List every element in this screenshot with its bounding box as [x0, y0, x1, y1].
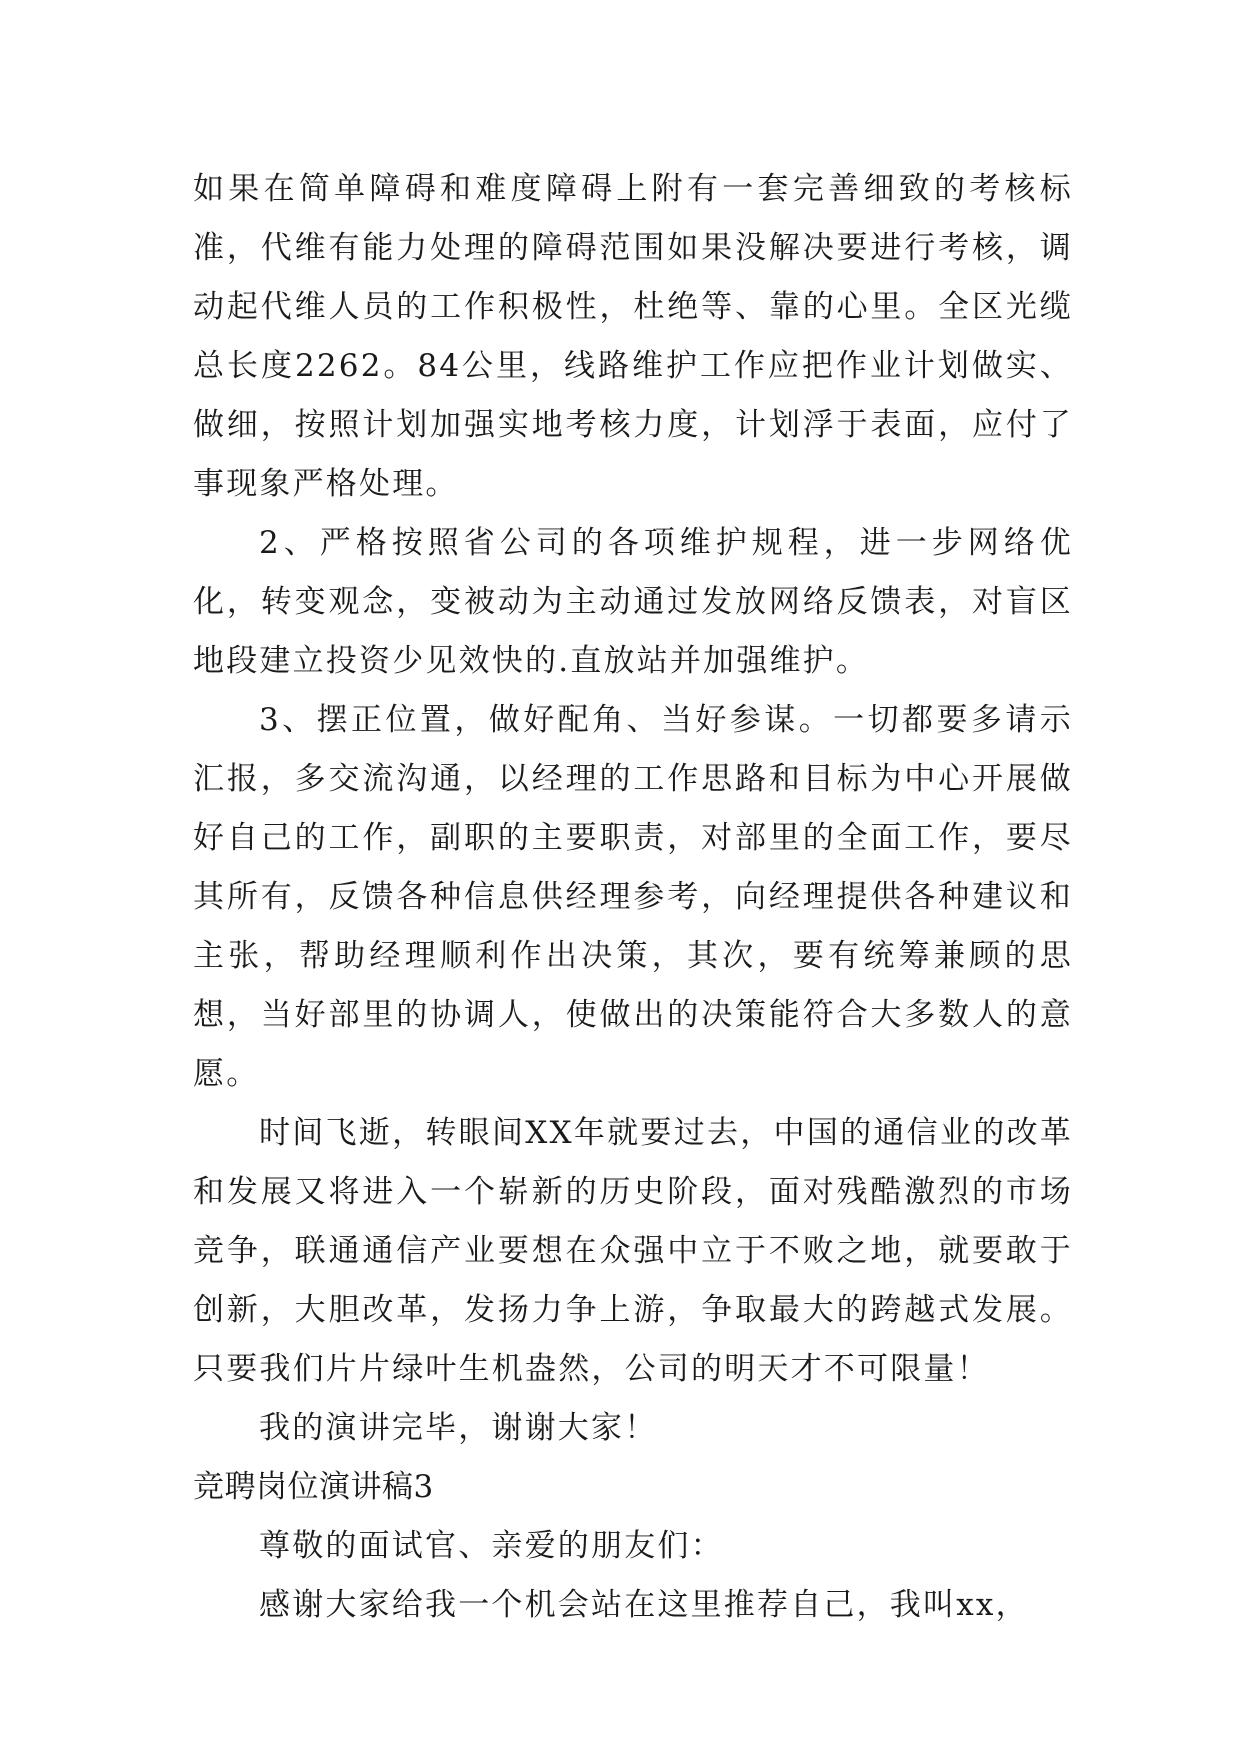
paragraph-thanks: 我的演讲完毕，谢谢大家！ [259, 1410, 658, 1446]
paragraph-assessment-standards: 如果在简单障碍和难度障碍上附有一套完善细致的考核标准，代维有能力处理的障碍范围如果没解决要进行考核，调动起代维人员的工作积极性，杜绝等、靠的心里。全区光缆总长度2262。84公里，线路维护工作应把作业计划做实、做细，按照计划加强实地考核力度，计划浮于表面，应付了事现象严格处理。 [193, 171, 1073, 502]
document-body [193, 160, 1073, 1635]
greeting-line: 尊敬的面试官、亲爱的朋友们： [259, 1528, 724, 1564]
paragraph-item-2: 2、严格按照省公司的各项维护规程，进一步网络优化，转变观念，变被动为主动通过发放网络反馈表，对盲区地段建立投资少见效快的.直放站并加强维护。 [193, 525, 1073, 679]
paragraph-item-3: 3、摆正位置，做好配角、当好参谋。一切都要多请示汇报，多交流沟通，以经理的工作思路和目标为中心开展做好自己的工作，副职的主要职责，对部里的全面工作，要尽其所有，反馈各种信息供经理参考，向经理提供各种建议和主张，帮助经理顺利作出决策，其次，要有统筹兼顾的思想，当好部里的协调人，使做出的决策能符合大多数人的意愿。 [193, 702, 1073, 1092]
section-heading: 竞聘岗位演讲稿3 [193, 1469, 434, 1505]
opening-line: 感谢大家给我一个机会站在这里推荐自己，我叫xx， [259, 1587, 1029, 1623]
paragraph-closing-outlook: 时间飞逝，转眼间XX年就要过去，中国的通信业的改革和发展又将进入一个崭新的历史阶段，面对残酷激烈的市场竞争，联通通信产业要想在众强中立于不败之地，就要敢于创新，大胆改革，发扬力争上游，争取最大的跨越式发展。只要我们片片绿叶生机盎然，公司的明天才不可限量！ [193, 1115, 1073, 1387]
